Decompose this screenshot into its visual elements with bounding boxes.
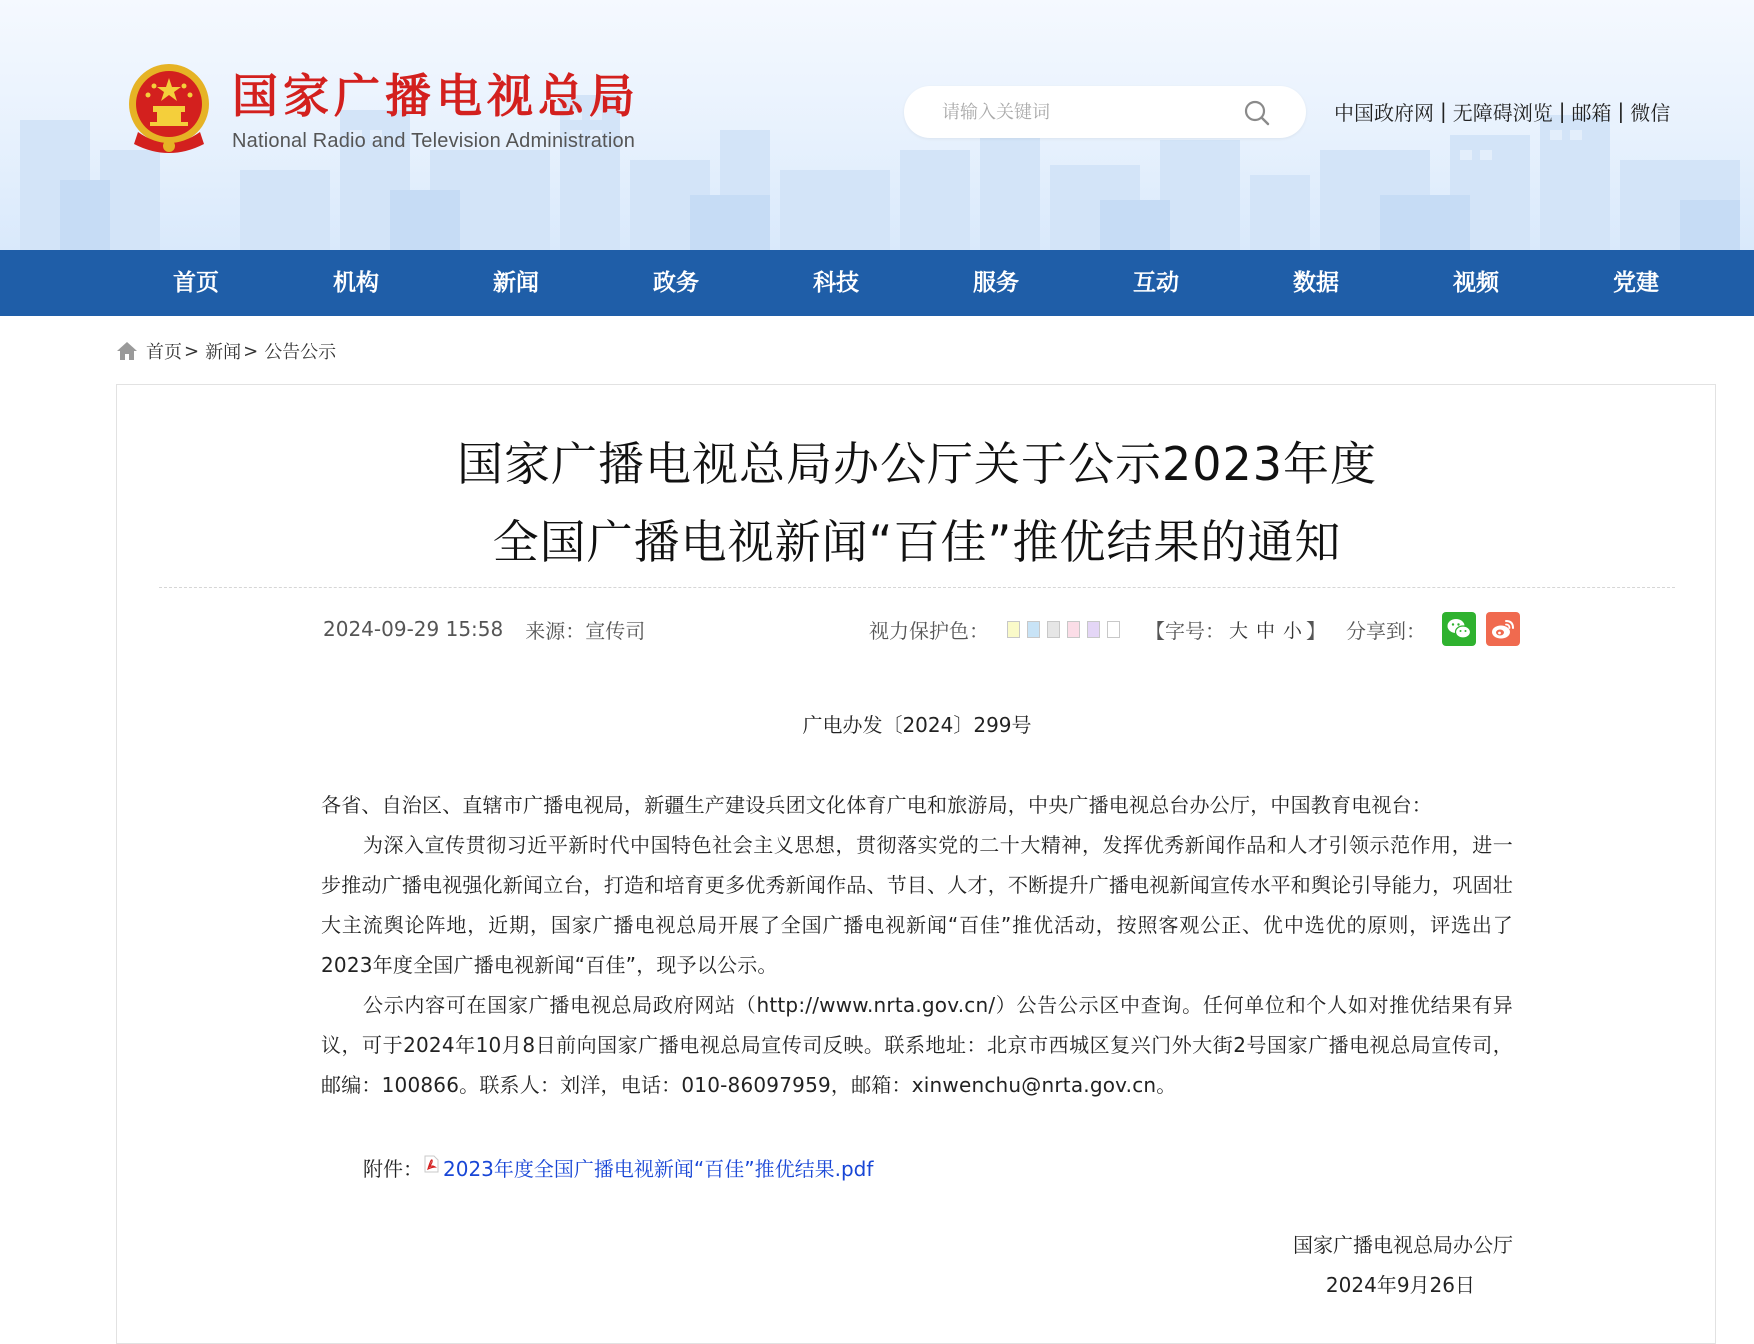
- body-paragraph: 公示内容可在国家广播电视总局政府网站（http://www.nrta.gov.cn/）公告公示区中查询。任何单位和个人如对推优结果有异议，可于2024年10月8日前向国家广播电视总局宣传司反映。联系地址：北京市西城区复兴门外大街2号国家广播电视总局宣传司，邮编：100866。联系人：刘洋，电话：010-86097959，邮箱：xinwenchu@nrta.gov.cn。: [321, 993, 1513, 1097]
- main-nav: [0, 250, 1754, 316]
- font-size-label: 【字号：: [1145, 618, 1225, 643]
- top-link-gov-portal[interactable]: 中国政府网: [1334, 100, 1434, 125]
- title-divider: [159, 587, 1675, 588]
- breadcrumb-notices[interactable]: 公告公示: [264, 342, 337, 363]
- site-subtitle: National Radio and Television Administration: [232, 130, 636, 152]
- breadcrumb-home[interactable]: 首页: [146, 342, 182, 363]
- article-title-line-2: 全国广播电视新闻“百佳”推优结果的通知: [492, 515, 1342, 569]
- eye-color-swatch[interactable]: [1007, 621, 1020, 638]
- publish-datetime: 2024-09-29 15:58: [323, 617, 504, 641]
- breadcrumb-separator: >: [184, 340, 200, 362]
- signature-date: 2024年9月26日: [1325, 1273, 1475, 1297]
- top-link-wechat[interactable]: 微信: [1630, 100, 1671, 125]
- document-number: 广电办发〔2024〕299号: [802, 713, 1032, 737]
- top-links: [1334, 96, 1670, 126]
- signature-block: [1293, 1225, 1513, 1305]
- nav-item-home[interactable]: 首页: [173, 270, 219, 296]
- share-wechat-button[interactable]: [1442, 612, 1476, 646]
- eye-protection-label: 视力保护色：: [869, 618, 989, 643]
- nav-item-news[interactable]: 新闻: [493, 270, 539, 296]
- article-container: [116, 384, 1716, 1344]
- nav-item-data[interactable]: 数据: [1293, 270, 1339, 296]
- breadcrumb-separator: >: [243, 340, 259, 362]
- attachment-label: 附件：: [363, 1156, 423, 1181]
- pdf-icon: [423, 1155, 439, 1173]
- nav-item-services[interactable]: 服务: [973, 270, 1019, 296]
- top-link-accessibility[interactable]: 无障碍浏览: [1452, 100, 1553, 125]
- font-size-bracket-close: 】: [1306, 618, 1327, 643]
- breadcrumb-news[interactable]: 新闻: [205, 342, 242, 363]
- eye-color-swatch[interactable]: [1067, 621, 1080, 638]
- top-link-mailbox[interactable]: 邮箱: [1571, 100, 1612, 125]
- salutation: 各省、自治区、直辖市广播电视局，新疆生产建设兵团文化体育广电和旅游局，中央广播电视总台办公厅，中国教育电视台：: [321, 793, 1432, 817]
- article-tools: [869, 611, 1530, 647]
- top-link-separator: |: [1617, 99, 1625, 123]
- share-label: 分享到：: [1346, 618, 1427, 643]
- eye-color-swatch[interactable]: [1027, 621, 1040, 638]
- search-input[interactable]: [942, 96, 1242, 128]
- article-body: [321, 785, 1513, 1105]
- article-source: 来源：宣传司: [525, 618, 646, 643]
- search-icon[interactable]: [1244, 100, 1270, 126]
- site-header: [0, 0, 1754, 250]
- nav-item-government-affairs[interactable]: 政务: [653, 270, 699, 296]
- signature-organization: 国家广播电视总局办公厅: [1293, 1233, 1513, 1257]
- wechat-icon: [1446, 616, 1472, 642]
- nav-item-video[interactable]: 视频: [1453, 270, 1499, 296]
- nav-item-organization[interactable]: 机构: [333, 270, 379, 296]
- breadcrumb: [116, 338, 336, 364]
- article-title-line-1: 国家广播电视总局办公厅关于公示2023年度: [456, 437, 1378, 491]
- site-title[interactable]: 国家广播电视总局: [232, 69, 640, 123]
- font-size-small-button[interactable]: 小: [1283, 619, 1303, 642]
- article-meta: [323, 611, 645, 647]
- eye-color-swatch[interactable]: [1107, 621, 1120, 638]
- font-size-control: [1145, 615, 1326, 644]
- nav-item-technology[interactable]: 科技: [813, 270, 859, 296]
- weibo-icon: [1490, 616, 1516, 642]
- font-size-large-button[interactable]: 大: [1229, 619, 1249, 642]
- eye-color-swatch[interactable]: [1087, 621, 1100, 638]
- national-emblem-logo: [124, 62, 214, 156]
- attachment-pdf-link[interactable]: 2023年度全国广播电视新闻“百佳”推优结果.pdf: [443, 1156, 874, 1181]
- eye-color-swatch[interactable]: [1047, 621, 1060, 638]
- home-icon: [116, 341, 138, 361]
- nav-item-interaction[interactable]: 互动: [1133, 270, 1179, 296]
- body-paragraph: 为深入宣传贯彻习近平新时代中国特色社会主义思想，贯彻落实党的二十大精神，发挥优秀新闻作品和人才引领示范作用，进一步推动广播电视强化新闻立台，打造和培育更多优秀新闻作品、节目、人才，不断提升广播电视新闻宣传水平和舆论引导能力，巩固壮大主流舆论阵地，近期，国家广播电视总局开展了全国广播电视新闻“百佳”推优活动，按照客观公正、优中选优的原则，评选出了2023年度全国广播电视新闻“百佳”，现予以公示。: [321, 833, 1513, 977]
- attachment-row: [363, 1149, 873, 1185]
- nav-item-party-building[interactable]: 党建: [1613, 270, 1659, 296]
- top-link-separator: |: [1440, 99, 1447, 123]
- article-title: [117, 425, 1717, 581]
- top-link-separator: |: [1558, 99, 1566, 123]
- share-weibo-button[interactable]: [1486, 612, 1520, 646]
- font-size-medium-button[interactable]: 中: [1256, 619, 1276, 642]
